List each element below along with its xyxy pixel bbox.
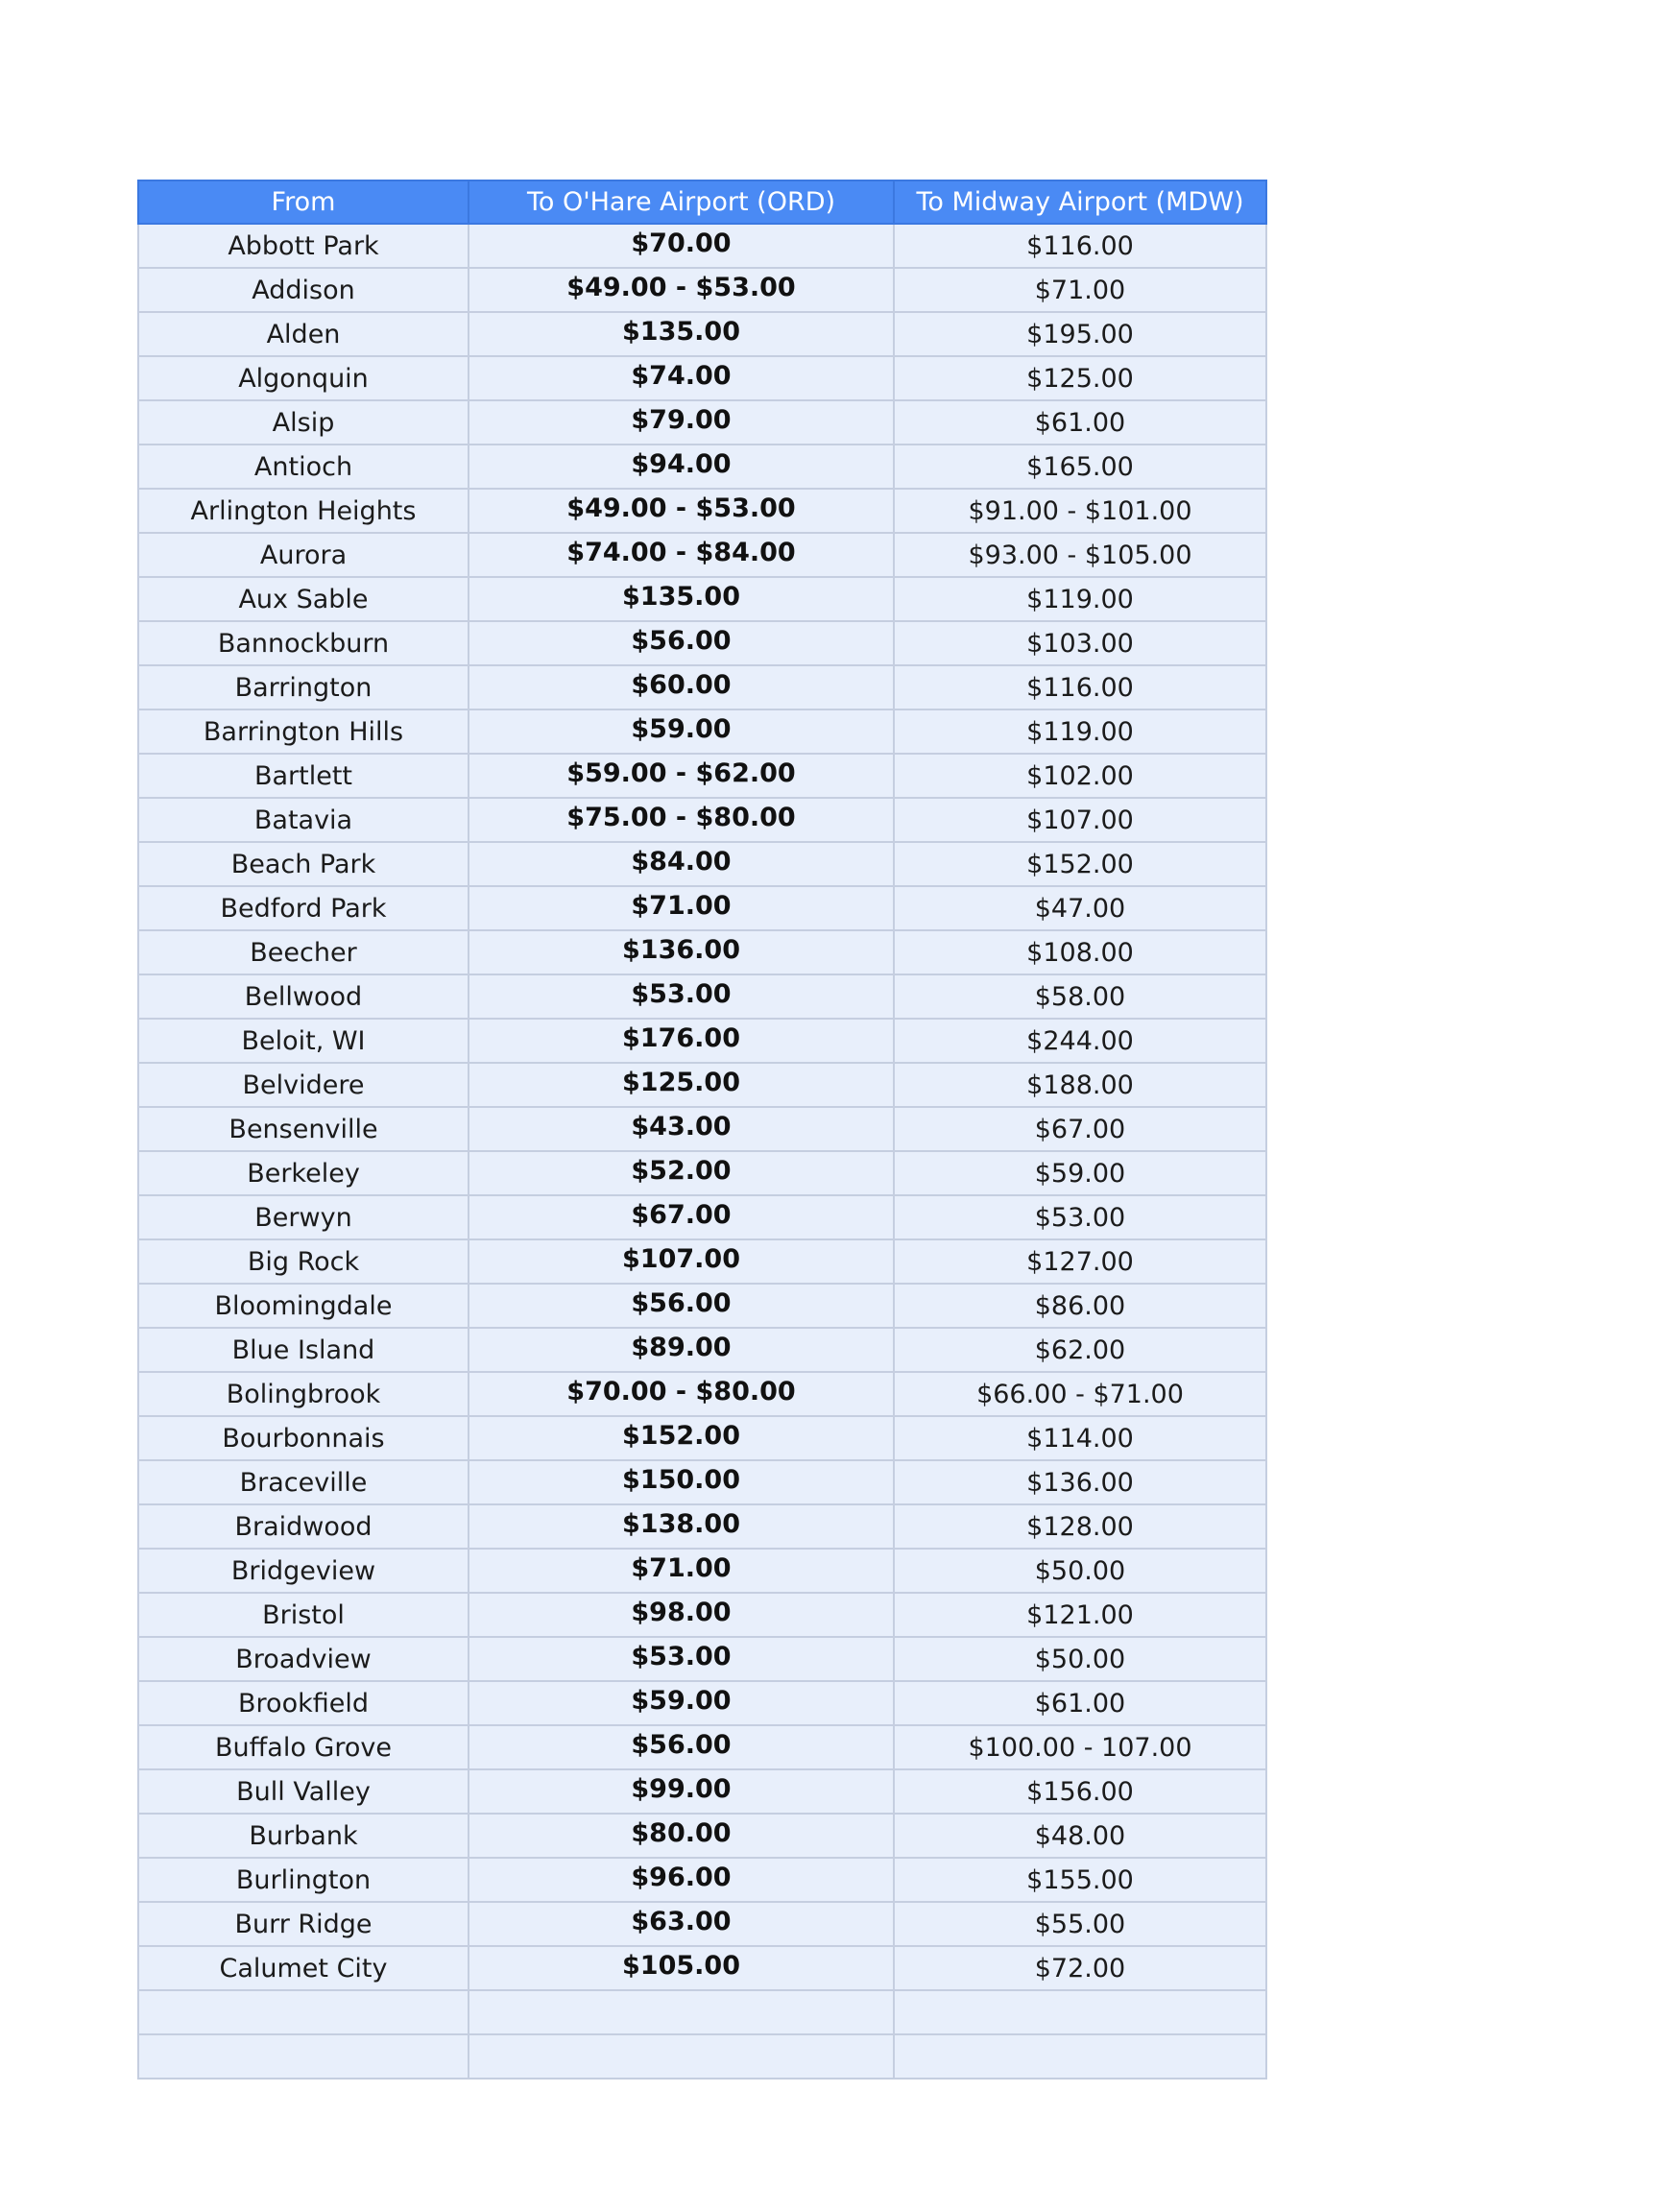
- table-header: [138, 180, 1266, 224]
- from-cell: Barrington Hills: [138, 709, 469, 754]
- ohare-fare-text: $138.00: [622, 1508, 740, 1539]
- ohare-fare-text: $67.00: [631, 1199, 732, 1230]
- midway-fare-cell: $91.00 - $101.00: [894, 489, 1266, 533]
- midway-fare-cell: $152.00: [894, 842, 1266, 886]
- midway-fare-cell: $86.00: [894, 1284, 1266, 1328]
- table-row: [138, 665, 1266, 709]
- midway-fare-cell: [894, 2034, 1266, 2079]
- table-row: [138, 1858, 1266, 1902]
- table-row: [138, 1328, 1266, 1372]
- midway-fare-cell: $165.00: [894, 445, 1266, 489]
- from-cell: Burbank: [138, 1814, 469, 1858]
- ohare-fare-text: $99.00: [631, 1773, 732, 1804]
- from-cell: Bedford Park: [138, 886, 469, 930]
- ohare-fare-cell: [469, 1107, 894, 1151]
- ohare-fare-text: $56.00: [631, 1287, 732, 1318]
- midway-fare-cell: $71.00: [894, 268, 1266, 312]
- from-cell: Blue Island: [138, 1328, 469, 1372]
- ohare-fare-cell: [469, 1902, 894, 1946]
- ohare-fare-cell: [469, 1504, 894, 1549]
- table-row: [138, 312, 1266, 356]
- ohare-fare-cell: [469, 1063, 894, 1107]
- ohare-fare-text: $71.00: [631, 1552, 732, 1583]
- ohare-fare-text: $59.00: [631, 713, 732, 744]
- from-cell: Burlington: [138, 1858, 469, 1902]
- ohare-fare-text: $135.00: [622, 581, 740, 612]
- ohare-fare-cell: [469, 1328, 894, 1372]
- ohare-fare-cell: [469, 798, 894, 842]
- midway-fare-cell: $107.00: [894, 798, 1266, 842]
- from-cell: Bridgeview: [138, 1549, 469, 1593]
- table-row: [138, 1151, 1266, 1195]
- table-row: [138, 1769, 1266, 1814]
- ohare-fare-cell: [469, 312, 894, 356]
- ohare-fare-text: $98.00: [631, 1597, 732, 1627]
- table-row: [138, 1063, 1266, 1107]
- ohare-fare-text: $59.00 - $62.00: [566, 757, 796, 788]
- table-row: [138, 1195, 1266, 1239]
- ohare-fare-cell: [469, 1372, 894, 1416]
- midway-fare-cell: $195.00: [894, 312, 1266, 356]
- table-row: [138, 1681, 1266, 1725]
- from-cell: Broadview: [138, 1637, 469, 1681]
- midway-fare-cell: $53.00: [894, 1195, 1266, 1239]
- midway-fare-cell: $66.00 - $71.00: [894, 1372, 1266, 1416]
- table-row: [138, 533, 1266, 577]
- from-cell: Braidwood: [138, 1504, 469, 1549]
- ohare-fare-cell: [469, 224, 894, 268]
- ohare-fare-text: $49.00 - $53.00: [566, 272, 796, 302]
- midway-fare-cell: $103.00: [894, 621, 1266, 665]
- midway-fare-cell: $116.00: [894, 665, 1266, 709]
- table-row: [138, 621, 1266, 665]
- ohare-fare-cell: [469, 1460, 894, 1504]
- midway-fare-cell: $121.00: [894, 1593, 1266, 1637]
- midway-fare-cell: $188.00: [894, 1063, 1266, 1107]
- from-cell: Beecher: [138, 930, 469, 974]
- from-cell: Algonquin: [138, 356, 469, 400]
- table-row: [138, 268, 1266, 312]
- table-row: [138, 489, 1266, 533]
- midway-fare-cell: $119.00: [894, 709, 1266, 754]
- ohare-fare-text: $49.00 - $53.00: [566, 493, 796, 523]
- ohare-fare-cell: [469, 1946, 894, 1990]
- fare-table: [137, 180, 1267, 2080]
- ohare-fare-cell: [469, 1195, 894, 1239]
- ohare-fare-text: $75.00 - $80.00: [566, 802, 796, 832]
- table-row: [138, 1946, 1266, 1990]
- ohare-fare-cell: [469, 1151, 894, 1195]
- from-cell: Alden: [138, 312, 469, 356]
- table-row: [138, 1107, 1266, 1151]
- from-cell: Braceville: [138, 1460, 469, 1504]
- ohare-fare-cell: [469, 1416, 894, 1460]
- ohare-fare-text: $89.00: [631, 1332, 732, 1362]
- from-cell: Batavia: [138, 798, 469, 842]
- ohare-fare-cell: [469, 2034, 894, 2079]
- table-row: [138, 798, 1266, 842]
- midway-fare-cell: [894, 1990, 1266, 2034]
- table-row: [138, 1284, 1266, 1328]
- ohare-fare-text: $43.00: [631, 1111, 732, 1142]
- midway-fare-cell: $61.00: [894, 1681, 1266, 1725]
- table-row: [138, 1593, 1266, 1637]
- from-cell: Buffalo Grove: [138, 1725, 469, 1769]
- from-cell: Big Rock: [138, 1239, 469, 1284]
- from-cell: Bolingbrook: [138, 1372, 469, 1416]
- midway-fare-cell: $155.00: [894, 1858, 1266, 1902]
- from-cell: Barrington: [138, 665, 469, 709]
- from-cell: Belvidere: [138, 1063, 469, 1107]
- from-cell: Alsip: [138, 400, 469, 445]
- ohare-fare-text: $53.00: [631, 978, 732, 1009]
- ohare-fare-text: $71.00: [631, 890, 732, 921]
- table-row: [138, 1460, 1266, 1504]
- table-row: [138, 709, 1266, 754]
- table-row: [138, 2034, 1266, 2079]
- ohare-fare-text: $53.00: [631, 1641, 732, 1671]
- from-cell: Antioch: [138, 445, 469, 489]
- from-cell: Bull Valley: [138, 1769, 469, 1814]
- midway-fare-cell: $119.00: [894, 577, 1266, 621]
- ohare-fare-text: $107.00: [622, 1243, 740, 1274]
- from-cell: Bloomingdale: [138, 1284, 469, 1328]
- midway-fare-cell: $125.00: [894, 356, 1266, 400]
- midway-fare-cell: $156.00: [894, 1769, 1266, 1814]
- from-cell: Bannockburn: [138, 621, 469, 665]
- table-row: [138, 1019, 1266, 1063]
- column-header-midway: To Midway Airport (MDW): [894, 180, 1266, 224]
- ohare-fare-text: $84.00: [631, 846, 732, 877]
- midway-fare-cell: $244.00: [894, 1019, 1266, 1063]
- table-row: [138, 577, 1266, 621]
- midway-fare-cell: $108.00: [894, 930, 1266, 974]
- midway-fare-cell: $55.00: [894, 1902, 1266, 1946]
- ohare-fare-text: $74.00: [631, 360, 732, 391]
- ohare-fare-cell: [469, 842, 894, 886]
- ohare-fare-cell: [469, 1593, 894, 1637]
- ohare-fare-text: $70.00 - $80.00: [566, 1376, 796, 1407]
- ohare-fare-cell: [469, 1725, 894, 1769]
- ohare-fare-cell: [469, 1549, 894, 1593]
- table-row: [138, 754, 1266, 798]
- midway-fare-cell: $67.00: [894, 1107, 1266, 1151]
- from-cell: Bartlett: [138, 754, 469, 798]
- from-cell: Berwyn: [138, 1195, 469, 1239]
- from-cell: Bourbonnais: [138, 1416, 469, 1460]
- ohare-fare-cell: [469, 356, 894, 400]
- ohare-fare-text: $135.00: [622, 316, 740, 347]
- from-cell: Calumet City: [138, 1946, 469, 1990]
- from-cell: Bellwood: [138, 974, 469, 1019]
- table-row: [138, 1372, 1266, 1416]
- from-cell: Beach Park: [138, 842, 469, 886]
- ohare-fare-text: $136.00: [622, 934, 740, 965]
- ohare-fare-text: $74.00 - $84.00: [566, 537, 796, 567]
- ohare-fare-cell: [469, 930, 894, 974]
- ohare-fare-cell: [469, 974, 894, 1019]
- ohare-fare-cell: [469, 533, 894, 577]
- ohare-fare-text: $52.00: [631, 1155, 732, 1186]
- ohare-fare-text: $60.00: [631, 669, 732, 700]
- midway-fare-cell: $50.00: [894, 1637, 1266, 1681]
- table-row: [138, 842, 1266, 886]
- from-cell: Bensenville: [138, 1107, 469, 1151]
- midway-fare-cell: $116.00: [894, 224, 1266, 268]
- midway-fare-cell: $100.00 - 107.00: [894, 1725, 1266, 1769]
- ohare-fare-text: $56.00: [631, 1729, 732, 1760]
- column-header-from: From: [138, 180, 469, 224]
- table-row: [138, 445, 1266, 489]
- table-row: [138, 1239, 1266, 1284]
- ohare-fare-text: $70.00: [631, 228, 732, 258]
- table-row: [138, 1725, 1266, 1769]
- ohare-fare-cell: [469, 1019, 894, 1063]
- ohare-fare-cell: [469, 709, 894, 754]
- ohare-fare-cell: [469, 754, 894, 798]
- table-row: [138, 886, 1266, 930]
- from-cell: Bristol: [138, 1593, 469, 1637]
- ohare-fare-text: $152.00: [622, 1420, 740, 1451]
- ohare-fare-text: $96.00: [631, 1862, 732, 1892]
- ohare-fare-cell: [469, 621, 894, 665]
- ohare-fare-cell: [469, 445, 894, 489]
- table-row: [138, 1814, 1266, 1858]
- table-row: [138, 974, 1266, 1019]
- midway-fare-cell: $62.00: [894, 1328, 1266, 1372]
- ohare-fare-text: $80.00: [631, 1817, 732, 1848]
- ohare-fare-cell: [469, 268, 894, 312]
- table-row: [138, 1637, 1266, 1681]
- table-row: [138, 1504, 1266, 1549]
- ohare-fare-cell: [469, 577, 894, 621]
- table-row: [138, 930, 1266, 974]
- ohare-fare-text: $176.00: [622, 1022, 740, 1053]
- table-row: [138, 1990, 1266, 2034]
- from-cell: [138, 2034, 469, 2079]
- table-row: [138, 1902, 1266, 1946]
- table-row: [138, 356, 1266, 400]
- midway-fare-cell: $47.00: [894, 886, 1266, 930]
- ohare-fare-text: $56.00: [631, 625, 732, 656]
- midway-fare-cell: $93.00 - $105.00: [894, 533, 1266, 577]
- ohare-fare-text: $59.00: [631, 1685, 732, 1716]
- from-cell: Beloit, WI: [138, 1019, 469, 1063]
- ohare-fare-cell: [469, 1637, 894, 1681]
- midway-fare-cell: $50.00: [894, 1549, 1266, 1593]
- from-cell: Burr Ridge: [138, 1902, 469, 1946]
- header-row: [138, 180, 1266, 224]
- table-body: [138, 224, 1266, 2079]
- midway-fare-cell: $48.00: [894, 1814, 1266, 1858]
- ohare-fare-cell: [469, 886, 894, 930]
- table-row: [138, 1549, 1266, 1593]
- from-cell: [138, 1990, 469, 2034]
- from-cell: Berkeley: [138, 1151, 469, 1195]
- from-cell: Arlington Heights: [138, 489, 469, 533]
- ohare-fare-text: $63.00: [631, 1906, 732, 1936]
- midway-fare-cell: $136.00: [894, 1460, 1266, 1504]
- midway-fare-cell: $59.00: [894, 1151, 1266, 1195]
- midway-fare-cell: $58.00: [894, 974, 1266, 1019]
- ohare-fare-cell: [469, 1681, 894, 1725]
- midway-fare-cell: $61.00: [894, 400, 1266, 445]
- midway-fare-cell: $128.00: [894, 1504, 1266, 1549]
- ohare-fare-cell: [469, 489, 894, 533]
- ohare-fare-cell: [469, 400, 894, 445]
- ohare-fare-cell: [469, 1858, 894, 1902]
- ohare-fare-cell: [469, 1814, 894, 1858]
- table-row: [138, 1416, 1266, 1460]
- midway-fare-cell: $127.00: [894, 1239, 1266, 1284]
- midway-fare-cell: $102.00: [894, 754, 1266, 798]
- ohare-fare-cell: [469, 1239, 894, 1284]
- column-header-ohare: To O'Hare Airport (ORD): [469, 180, 894, 224]
- ohare-fare-cell: [469, 665, 894, 709]
- midway-fare-cell: $72.00: [894, 1946, 1266, 1990]
- from-cell: Addison: [138, 268, 469, 312]
- from-cell: Aurora: [138, 533, 469, 577]
- ohare-fare-text: $150.00: [622, 1464, 740, 1495]
- midway-fare-cell: $114.00: [894, 1416, 1266, 1460]
- table-row: [138, 224, 1266, 268]
- ohare-fare-text: $94.00: [631, 448, 732, 479]
- ohare-fare-cell: [469, 1769, 894, 1814]
- ohare-fare-cell: [469, 1990, 894, 2034]
- from-cell: Brookfield: [138, 1681, 469, 1725]
- ohare-fare-text: $105.00: [622, 1950, 740, 1981]
- ohare-fare-cell: [469, 1284, 894, 1328]
- ohare-fare-text: $125.00: [622, 1067, 740, 1097]
- from-cell: Abbott Park: [138, 224, 469, 268]
- from-cell: Aux Sable: [138, 577, 469, 621]
- ohare-fare-text: $79.00: [631, 404, 732, 435]
- table-row: [138, 400, 1266, 445]
